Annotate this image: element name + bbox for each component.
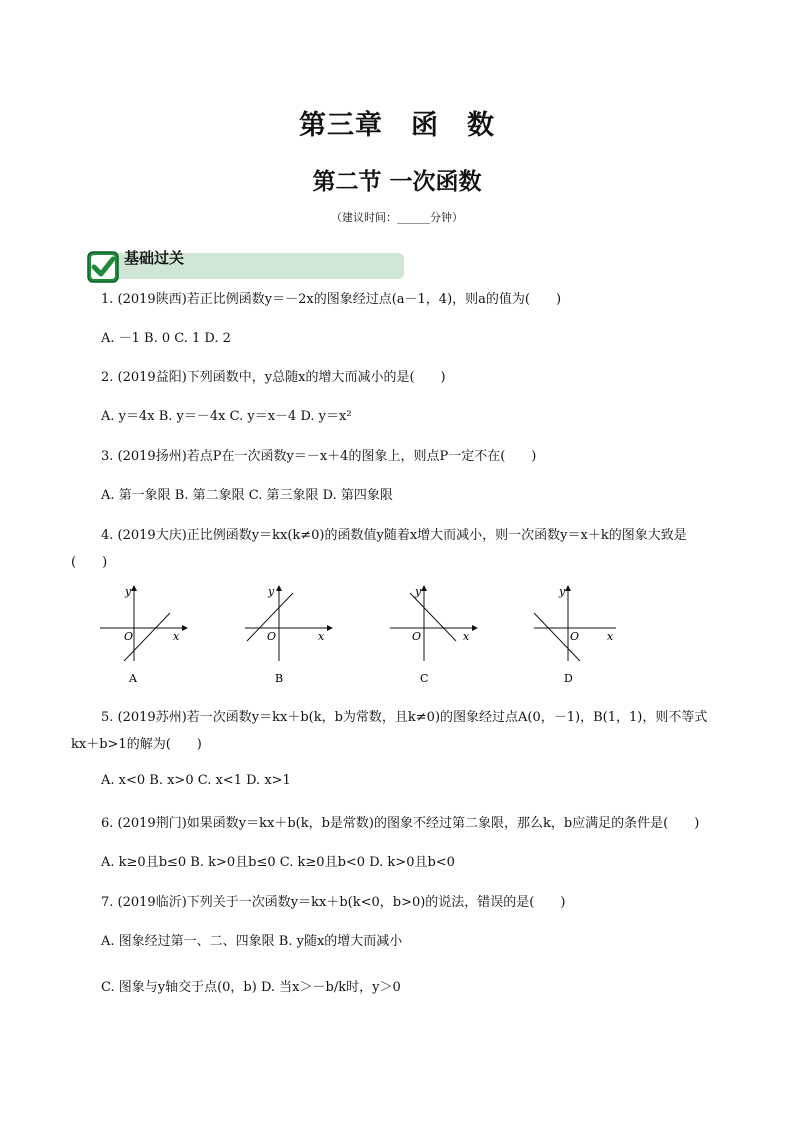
graph-a-x-label: x (173, 630, 180, 643)
graph-c-label: C (420, 672, 429, 685)
graph-a-label: A (129, 672, 137, 685)
question-2-options: A. y＝4x B. y＝－4x C. y＝x－4 D. y＝x² (101, 409, 352, 424)
question-5-cont: kx＋b>1的解为( ) (71, 737, 202, 752)
question-4: 4. (2019大庆)正比例函数y＝kx(k≠0)的函数值y随着x增大而减小，则一次函数y＝x＋k的图象大致是 (101, 528, 687, 543)
graph-a-origin: O (124, 630, 134, 643)
question-4-paren: ( ) (71, 555, 108, 570)
graph-a-y-label: y (125, 585, 132, 598)
question-2: 2. (2019益阳)下列函数中，y总随x的增大而减小的是( ) (101, 370, 446, 385)
section-title: 第二节 一次函数 (312, 169, 482, 195)
question-5: 5. (2019苏州)若一次函数y＝kx＋b(k，b为常数，且k≠0)的图象经过点A(0，－1)，B(1，1)，则不等式 (101, 710, 708, 725)
question-3: 3. (2019扬州)若点P在一次函数y＝－x＋4的图象上，则点P一定不在( ) (101, 449, 537, 464)
question-7-options-cd: C. 图象与y轴交于点(0，b) D. 当x＞－b/k时，y＞0 (101, 980, 401, 995)
question-1: 1. (2019陕西)若正比例函数y＝－2x的图象经过点(a－1，4)，则a的值为( ) (101, 292, 562, 307)
graph-b-x-label: x (318, 630, 325, 643)
question-7-options-ab: A. 图象经过第一、二、四象限 B. y随x的增大而减小 (101, 934, 403, 949)
graph-c-y-label: y (415, 585, 422, 598)
graph-c (390, 585, 478, 685)
question-1-options: A. －1 B. 0 C. 1 D. 2 (101, 331, 231, 346)
question-7: 7. (2019临沂)下列关于一次函数y＝kx＋b(k<0，b>0)的说法，错误的是( ) (101, 895, 566, 910)
time-note: （建议时间：______分钟） (331, 211, 463, 224)
graph-d-x-label: x (607, 630, 614, 643)
chapter-title: 第三章 函 数 (299, 110, 495, 141)
banner-label: 基础过关 (124, 249, 185, 267)
graph-b (245, 585, 333, 685)
graph-a (100, 585, 188, 685)
question-6-options: A. k≥0且b≤0 B. k>0且b≤0 C. k≥0且b<0 D. k>0且b<0 (101, 855, 455, 870)
question-5-options: A. x<0 B. x>0 C. x<1 D. x>1 (101, 773, 291, 788)
question-6: 6. (2019荆门)如果函数y＝kx＋b(k，b是常数)的图象不经过第二象限，那么k，b应满足的条件是( ) (101, 816, 700, 831)
question-3-options: A. 第一象限 B. 第二象限 C. 第三象限 D. 第四象限 (101, 488, 393, 503)
graph-b-origin: O (267, 630, 277, 643)
graph-d (534, 585, 616, 685)
graph-d-y-label: y (559, 585, 566, 598)
graph-b-label: B (275, 672, 284, 685)
check-icon (87, 251, 119, 283)
question-4-graphs (96, 583, 616, 693)
graph-d-origin: O (570, 630, 580, 643)
graph-c-origin: O (412, 630, 422, 643)
graph-c-x-label: x (463, 630, 470, 643)
graph-d-label: D (564, 672, 573, 685)
graph-b-y-label: y (268, 585, 275, 598)
